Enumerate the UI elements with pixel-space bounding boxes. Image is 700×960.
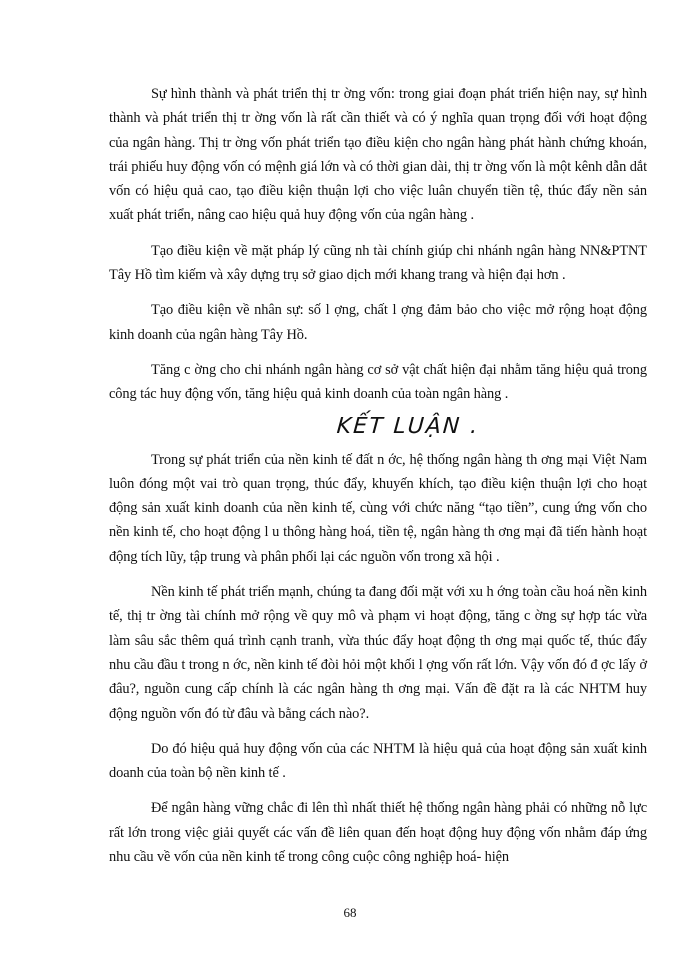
paragraph-globalization: Nền kinh tế phát triển mạnh, chúng ta đang đối mặt với xu h ớng toàn cầu hoá nền kinh tế, thị tr ờng tài chính mở rộng về quy mô và phạm vi hoạt động, tăng c ờng sự hợp tác vừa làm sâu sắc thêm quá trình cạnh tranh, vừa thúc đẩy hoạt động th ơng mại quốc tế, thúc đẩy nhu cầu đầu t trong n ớc, nền kinh tế đòi hỏi một khối l ợng vốn rất lớn. Vậy vốn đó đ ợc lấy ở đâu?, nguồn cung cấp chính là các ngân hàng th ơng mại. Vấn đề đặt ra là các NHTM huy động nguồn vốn đó từ đâu và bằng cách nào?. (109, 584, 647, 722)
page-number: 68 (343, 905, 357, 920)
paragraph-efficiency: Do đó hiệu quả huy động vốn của các NHTM là hiệu quả của hoạt động sản xuất kinh doanh của toàn bộ nền kinh tế . (109, 740, 647, 782)
paragraph-capital-market: Sự hình thành và phát triển thị tr ờng vốn: trong giai đoạn phát triển hiện nay, sự hình thành và phát triển thị tr ờng vốn là rất cần thiết và có ý nghĩa quan trọng đối với hoạt động của ngân hàng. Thị tr ờng vốn phát triển tạo điều kiện cho ngân hàng phát hành chứng khoán, trái phiếu huy động vốn có mệnh giá lớn và có thời gian dài, thị tr ờng vốn là một kênh dẫn dắt vốn có hiệu quả cao, tạo điều kiện thuận lợi cho việc luân chuyển tiền tệ, thúc đẩy nền sản xuất phát triển, nâng cao hiệu quả huy động vốn của ngân hàng . (109, 86, 647, 224)
paragraph-legal-support: Tạo điều kiện về mặt pháp lý cũng nh tài chính giúp chi nhánh ngân hàng NN&PTNT Tây Hồ tìm kiếm và xây dựng trụ sở giao dịch mới khang trang và hiện đại hơn . (109, 242, 647, 284)
document-page (109, 82, 647, 880)
paragraph-banking-role: Trong sự phát triển của nền kinh tế đất n ớc, hệ thống ngân hàng th ơng mại Việt Nam luôn đóng một vai trò quan trọng, thúc đẩy, khuyến khích, tạo điều kiện thuận lợi cho hoạt động sản xuất kinh doanh của nền kinh tế, cùng với chức năng “tạo tiền”, cung ứng vốn cho nền kinh tế, cho hoạt động l u thông hàng hoá, tiền tệ, ngân hàng th ơng mại đã tiến hành hoạt động tích lũy, tập trung và phân phối lại các nguồn vốn trong xã hội . (109, 451, 647, 565)
paragraph-personnel: Tạo điều kiện về nhân sự: số l ợng, chất l ợng đảm bảo cho việc mở rộng hoạt động kinh doanh của ngân hàng Tây Hồ. (109, 302, 647, 343)
conclusion-heading: KẾT LUẬN . (335, 413, 481, 439)
paragraph-effort: Để ngân hàng vững chắc đi lên thì nhất thiết hệ thống ngân hàng phải có những nỗ lực rất lớn trong việc giải quyết các vấn đề liên quan đến hoạt động huy động vốn nhằm đáp ứng nhu cầu về vốn của nền kinh tế trong công cuộc công nghiệp hoá- hiện (109, 800, 647, 866)
paragraph-facilities: Tăng c ờng cho chi nhánh ngân hàng cơ sở vật chất hiện đại nhằm tăng hiệu quả trong công tác huy động vốn, tăng hiệu quả kinh doanh của toàn ngân hàng . (109, 361, 647, 403)
